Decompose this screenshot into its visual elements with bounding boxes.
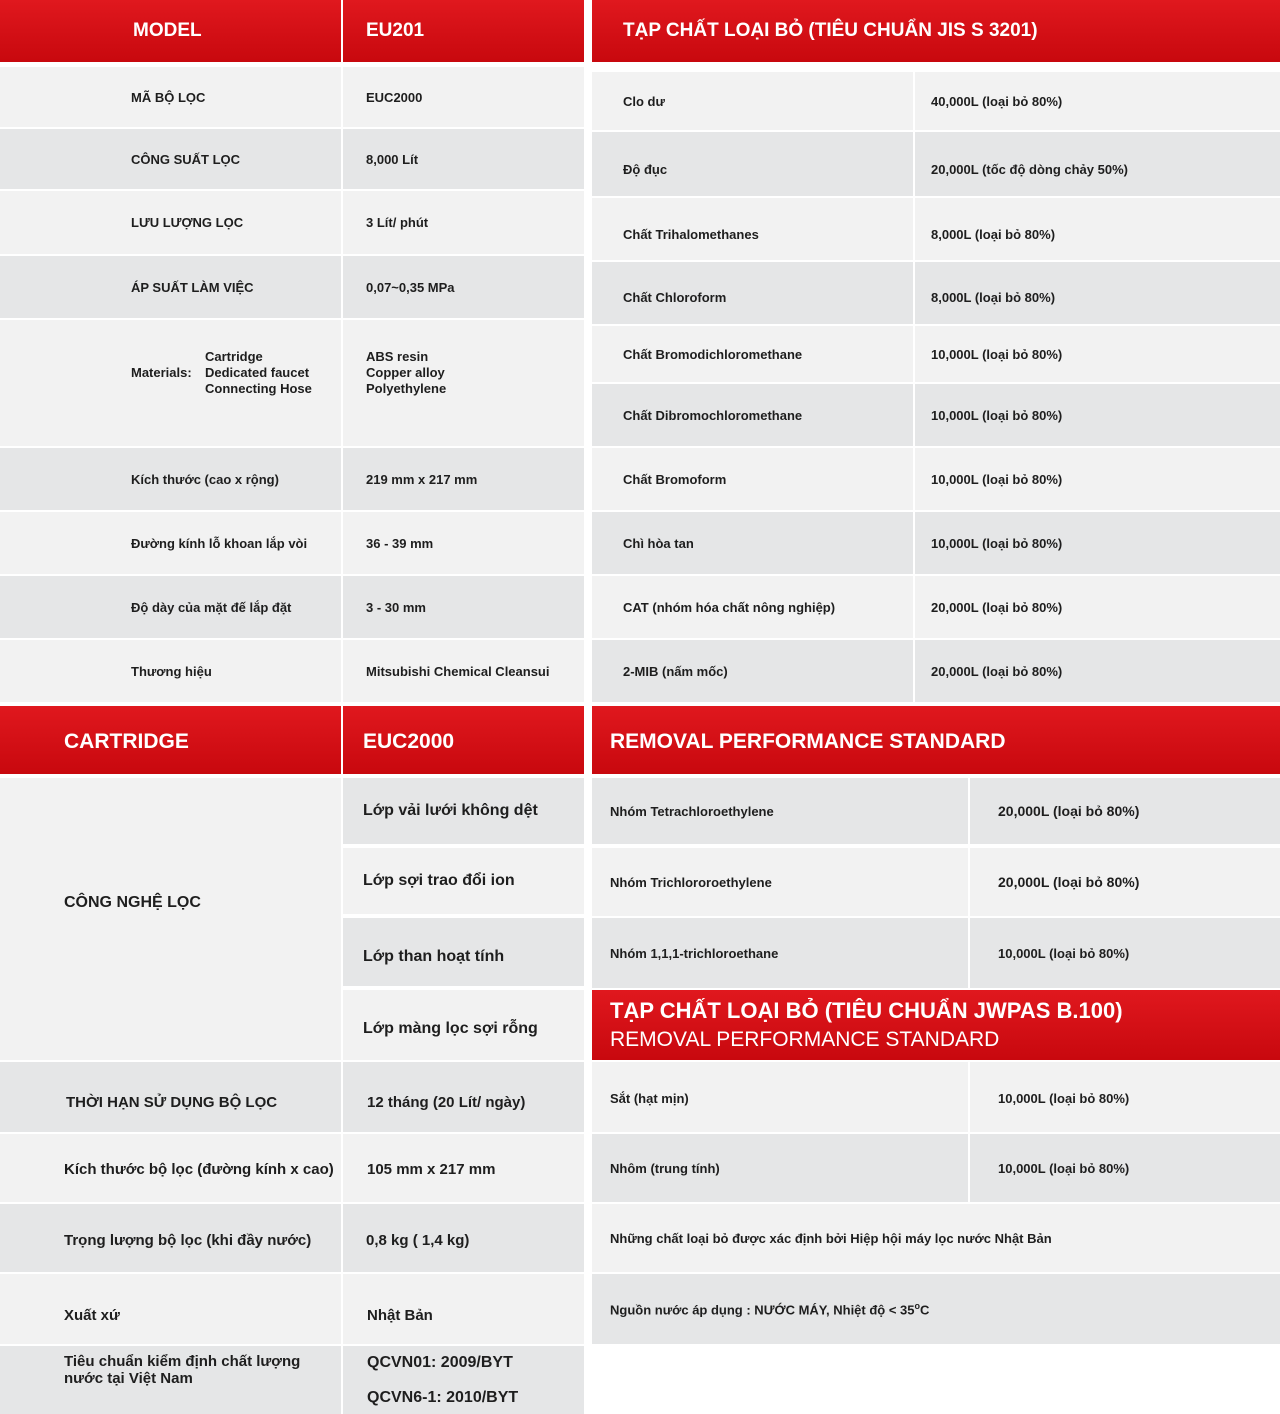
jis-value: 10,000L (loại bỏ 80%) [931, 471, 1063, 487]
water-source-prefix: Nguồn nước áp dụng : NƯỚC MÁY, Nhiệt độ < 35 [610, 1302, 915, 1318]
column-divider [968, 778, 970, 988]
spec-value: 8,000 Lít [366, 151, 419, 167]
materials-part: Dedicated faucet [205, 365, 310, 380]
spec-label: Đường kính lỗ khoan lắp vòi [131, 535, 308, 551]
jwpas-note-text: Những chất loại bỏ được xác định bởi Hiệp hội máy lọc nước Nhật Bản [610, 1230, 1052, 1246]
jis-name: Chất Bromoform [623, 471, 727, 487]
table-row [0, 67, 584, 127]
jis-value: 8,000L (loại bỏ 80%) [931, 290, 1056, 305]
jwpas-name: Sắt (hạt mịn) [610, 1091, 689, 1106]
column-divider [341, 0, 343, 702]
spec-label: Thương hiệu [131, 663, 212, 679]
water-source-note [592, 1274, 1280, 1344]
jwpas-note [592, 1204, 1280, 1272]
spec-value: 3 Lít/ phút [366, 215, 429, 230]
water-source-text [610, 1301, 929, 1317]
jis-name: Chất Chloroform [623, 290, 727, 305]
jis-value: 20,000L (loại bỏ 80%) [931, 663, 1063, 679]
cartridge-header [0, 706, 584, 774]
cartridge-value: 105 mm x 217 mm [367, 1161, 496, 1178]
table-row [0, 191, 584, 254]
table-row [0, 576, 584, 638]
removal-name: Nhóm 1,1,1-trichloroethane [610, 945, 779, 961]
jis-name: 2-MIB (nấm mốc) [623, 663, 728, 679]
table-row [592, 918, 1280, 988]
cartridge-header-title: CARTRIDGE [64, 730, 189, 753]
cartridge-header-model: EUC2000 [363, 730, 455, 753]
removal-header-title: REMOVAL PERFORMANCE STANDARD [610, 730, 1006, 753]
degree-symbol: o [914, 1300, 921, 1311]
jis-value: 20,000L (loại bỏ 80%) [931, 599, 1063, 615]
jis-value: 10,000L (loại bỏ 80%) [931, 346, 1063, 362]
cartridge-label: THỜI HẠN SỬ DỤNG BỘ LỌC [66, 1094, 278, 1111]
spec-header [0, 0, 584, 62]
table-row [592, 778, 1280, 844]
spec-header-model: MODEL [133, 20, 202, 41]
jis-name: CAT (nhóm hóa chất nông nghiệp) [623, 599, 836, 615]
table-row [0, 1346, 584, 1414]
spec-label: ÁP SUẤT LÀM VIỆC [131, 279, 254, 295]
materials-value: Polyethylene [366, 381, 447, 396]
jwpas-value: 10,000L (loại bỏ 80%) [998, 1160, 1130, 1176]
table-row [592, 384, 1280, 446]
removal-name: Nhóm Tetrachloroethylene [610, 803, 774, 819]
table-row [592, 326, 1280, 382]
table-row [592, 640, 1280, 702]
filter-layer [343, 848, 584, 914]
water-source-suffix: C [920, 1302, 930, 1318]
filter-layer-label: Lớp sợi trao đổi ion [363, 872, 515, 889]
jwpas-header [592, 990, 1280, 1060]
column-divider [341, 706, 343, 1414]
jis-name: Chì hòa tan [623, 535, 694, 551]
spec-label: MÃ BỘ LỌC [131, 89, 206, 105]
table-row [0, 1204, 584, 1272]
jis-value: 20,000L (tốc độ dòng chảy 50%) [931, 162, 1128, 177]
removal-value: 10,000L (loại bỏ 80%) [998, 945, 1130, 961]
filter-layer [343, 990, 584, 1060]
quality-standard-label: Tiêu chuẩn kiểm định chất lượng nước tại Việt Nam [64, 1353, 301, 1387]
spec-value: EUC2000 [366, 89, 423, 105]
jis-value: 10,000L (loại bỏ 80%) [931, 407, 1063, 423]
table-row [0, 1134, 584, 1202]
materials-parts [205, 349, 312, 397]
jwpas-value: 10,000L (loại bỏ 80%) [998, 1091, 1130, 1106]
cartridge-value: Nhật Bản [367, 1307, 433, 1324]
jis-name: Chất Dibromochloromethane [623, 407, 803, 423]
removal-name: Nhóm Trichlororoethylene [610, 874, 772, 890]
table-row [0, 129, 584, 189]
removal-header [592, 706, 1280, 774]
table-row [592, 576, 1280, 638]
table-row [592, 448, 1280, 510]
filter-layer [343, 918, 584, 986]
spec-label: CÔNG SUẤT LỌC [131, 151, 241, 167]
jwpas-header-subtitle: REMOVAL PERFORMANCE STANDARD [610, 1028, 1000, 1051]
spec-label: Kích thước (cao x rộng) [131, 471, 279, 487]
table-row [592, 848, 1280, 916]
table-row [592, 262, 1280, 324]
table-row [0, 640, 584, 702]
cartridge-label: Kích thước bộ lọc (đường kính x cao) [64, 1161, 334, 1178]
table-row [0, 512, 584, 574]
spec-value: 0,07~0,35 MPa [366, 279, 455, 295]
jwpas-header-title: TẠP CHẤT LOẠI BỎ (TIÊU CHUẨN JWPAS B.100) [610, 998, 1123, 1023]
materials-row [0, 320, 584, 446]
table-row [592, 1062, 1280, 1132]
cartridge-value: 0,8 kg ( 1,4 kg) [366, 1232, 470, 1249]
filter-tech-label: CÔNG NGHỆ LỌC [64, 894, 201, 911]
table-row [592, 72, 1280, 130]
jis-value: 40,000L (loại bỏ 80%) [931, 93, 1063, 109]
cartridge-label: Xuất xứ [64, 1307, 120, 1324]
table-row [0, 1274, 584, 1344]
materials-part: Connecting Hose [205, 381, 312, 396]
filter-layer-label: Lớp than hoạt tính [363, 948, 505, 965]
column-divider [913, 72, 915, 702]
spec-header-eu201: EU201 [366, 20, 425, 41]
spec-label: LƯU LƯỢNG LỌC [131, 215, 244, 230]
quality-standard-value: QCVN6-1: 2010/BYT [367, 1389, 519, 1406]
spec-value: 219 mm x 217 mm [366, 471, 478, 487]
jis-header [592, 0, 1280, 62]
materials-value: Copper alloy [366, 365, 445, 380]
jis-name: Độ đục [623, 162, 668, 177]
spec-value: 36 - 39 mm [366, 535, 434, 551]
jis-name: Chất Trihalomethanes [623, 227, 759, 242]
spec-label: Độ dày của mặt đế lắp đặt [131, 599, 292, 615]
materials-part: Cartridge [205, 349, 263, 364]
jis-header-title: TẠP CHẤT LOẠI BỎ (TIÊU CHUẨN JIS S 3201) [623, 20, 1038, 41]
spec-value: Mitsubishi Chemical Cleansui [366, 663, 550, 679]
jis-value: 10,000L (loại bỏ 80%) [931, 535, 1063, 551]
jis-name: Clo dư [623, 93, 665, 109]
table-row [0, 1062, 584, 1132]
removal-value: 20,000L (loại bỏ 80%) [998, 803, 1140, 819]
column-divider [968, 1062, 970, 1202]
table-row [592, 512, 1280, 574]
spec-value: 3 - 30 mm [366, 599, 426, 615]
jwpas-name: Nhôm (trung tính) [610, 1160, 720, 1176]
materials-values [366, 349, 446, 397]
cartridge-label: Trọng lượng bộ lọc (khi đầy nước) [64, 1232, 312, 1249]
cartridge-value: 12 tháng (20 Lít/ ngày) [367, 1094, 526, 1111]
filter-tech-cell [0, 778, 342, 1060]
removal-value: 20,000L (loại bỏ 80%) [998, 874, 1140, 890]
materials-value: ABS resin [366, 349, 429, 364]
filter-layer-label: Lớp vải lưới không dệt [363, 802, 538, 819]
jis-name: Chất Bromodichloromethane [623, 346, 803, 362]
jis-value: 8,000L (loại bỏ 80%) [931, 227, 1056, 242]
table-row [592, 132, 1280, 196]
table-row [0, 448, 584, 510]
table-row [592, 1134, 1280, 1202]
table-row [592, 198, 1280, 260]
filter-layer-label: Lớp màng lọc sợi rỗng [363, 1020, 538, 1037]
materials-label: Materials: [131, 365, 192, 380]
quality-standard-value: QCVN01: 2009/BYT [367, 1354, 513, 1371]
filter-layer [343, 778, 584, 844]
table-row [0, 256, 584, 318]
